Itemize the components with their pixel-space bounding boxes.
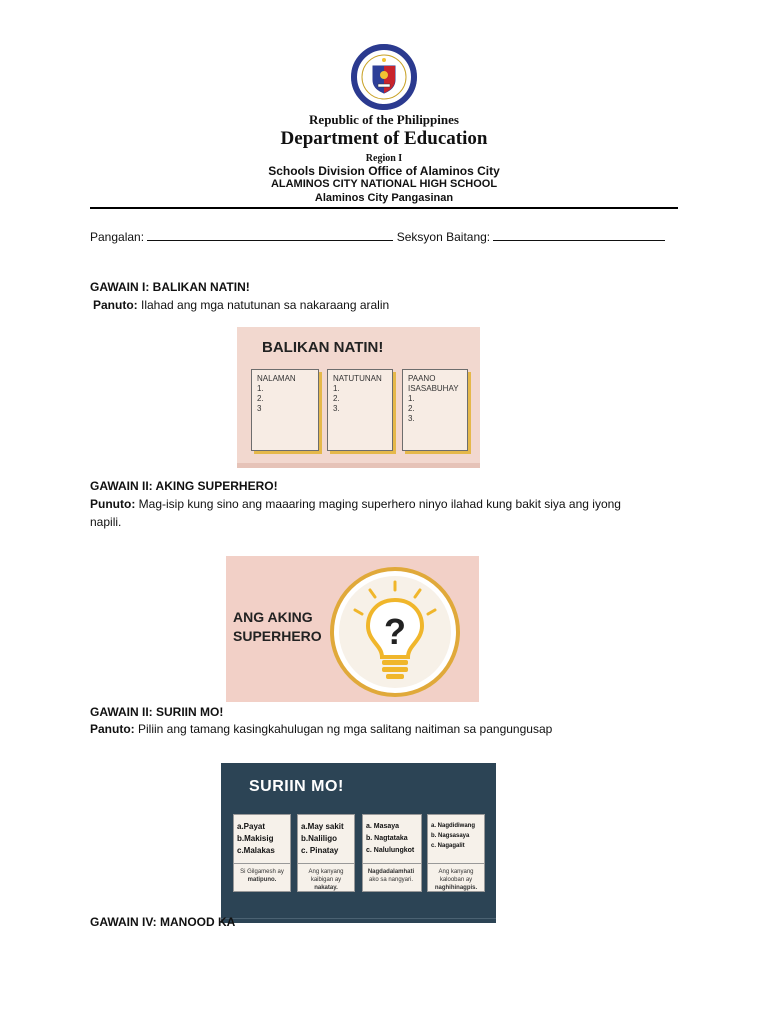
section-blank[interactable] (493, 230, 665, 241)
school-name: ALAMINOS CITY NATIONAL HIGH SCHOOL (270, 178, 498, 190)
region-name: Region I (365, 153, 403, 164)
activity1-instruction: Panuto: Ilahad ang mga natutunan sa nakaraang aralin (93, 298, 390, 312)
name-blank[interactable] (147, 230, 393, 241)
balikan-natin-image (237, 327, 480, 468)
superhero-caption: ANG AKING SUPERHERO (233, 609, 322, 644)
school-location: Alaminos City Pangasinan (314, 192, 454, 204)
suriin-mo-image (221, 763, 496, 923)
activity1-title: GAWAIN I: BALIKAN NATIN! (90, 280, 250, 294)
activity3-instruction: Panuto: Piliin ang tamang kasingkahulugan ng mga salitang naitiman sa pangungusap (90, 722, 553, 736)
deped-seal-logo (351, 44, 417, 110)
suriin-card-2: a.May sakit b.Naliligo c. Pinatay Ang kanyang kaibigan ay nakatay. (297, 814, 355, 892)
name-label: Pangalan: (90, 230, 145, 244)
section-label: Seksyon Baitang: (396, 230, 491, 244)
activity3-title: GAWAIN II: SURIIN MO! (90, 705, 224, 719)
paano-isasabuhay-card: PAANO ISASABUHAY 1. 2. 3. (402, 369, 468, 451)
country-name: Republic of the Philippines (309, 112, 459, 127)
nalaman-card: NALAMAN 1. 2. 3 (251, 369, 319, 451)
activity2-title: GAWAIN II: AKING SUPERHERO! (90, 479, 278, 493)
header-divider (90, 207, 678, 209)
suriin-mo-title: SURIIN MO! (249, 778, 344, 795)
lightbulb-question-icon (330, 560, 460, 702)
suriin-card-1: a.Payat b.Makisig c.Malakas Si Gilgamesh ay matipuno. (233, 814, 291, 892)
superhero-image (226, 556, 479, 702)
suriin-card-3: a. Masaya b. Nagtataka c. Nalulungkot Nagdadalamhati ako sa nangyari. (362, 814, 422, 892)
activity4-title: GAWAIN IV: MANOOD KA (90, 915, 236, 929)
slide-footer-line (221, 918, 496, 919)
name-section-line (90, 230, 665, 244)
suriin-card-4: a. Nagdidiwang b. Nagsasaya c. Nagagalit Ang kanyang kalooban ay naghihinagpis. (427, 814, 485, 892)
question-glyph: ? (384, 611, 406, 652)
division-name: Schools Division Office of Alaminos City (268, 164, 500, 178)
natutunan-card: NATUTUNAN 1. 2. 3. (327, 369, 393, 451)
activity2-instruction: Punuto: Mag-isip kung sino ang maaaring maging superhero ninyo ilahad kung bakit siya ang iyong (90, 497, 621, 511)
slide-footer-bar (237, 463, 480, 468)
balikan-natin-title: BALIKAN NATIN! (262, 339, 384, 356)
department-name: Department of Education (280, 128, 488, 149)
activity2-instruction-cont: napili. (90, 515, 122, 529)
